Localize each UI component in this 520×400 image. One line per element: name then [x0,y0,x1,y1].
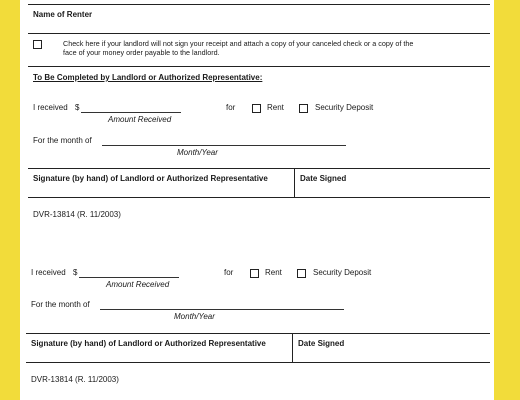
date-signed-label: Date Signed [300,174,347,183]
amount-received-field-2[interactable] [79,277,179,278]
month-year-field-2[interactable] [100,309,344,310]
checkbox-rule [28,66,490,67]
landlord-note-line1: Check here if your landlord will not sign your receipt and attach a copy of your canceled check or a copy of the [63,39,414,48]
amount-received-field[interactable] [81,112,181,113]
name-of-renter-label: Name of Renter [33,10,93,19]
signature-top-rule [28,168,490,169]
month-year-field[interactable] [102,145,346,146]
month-year-caption: Month/Year [177,148,218,157]
received-label: I received [33,103,68,112]
received-label-2: I received [31,268,66,277]
form-page [20,0,494,400]
amount-received-caption: Amount Received [108,115,172,124]
month-year-caption-2: Month/Year [174,312,215,321]
section-heading: To Be Completed by Landlord or Authorized Representative: [33,73,263,82]
security-deposit-checkbox-2[interactable] [297,269,306,278]
for-label: for [226,103,236,112]
signature-top-rule-2 [26,333,490,334]
signature-bottom-rule-2 [26,362,490,363]
month-of-label: For the month of [33,136,92,145]
rent-label: Rent [267,103,284,112]
dollar-sign-2: $ [73,268,78,277]
signature-label-2: Signature (by hand) of Landlord or Authorized Representative [31,339,266,348]
form-number: DVR-13814 (R. 11/2003) [33,210,121,219]
signature-bottom-rule [28,197,490,198]
landlord-note-line2: face of your money order payable to the landlord. [63,48,220,57]
rent-checkbox[interactable] [252,104,261,113]
security-deposit-label: Security Deposit [315,103,374,112]
rent-checkbox-2[interactable] [250,269,259,278]
form-number-2: DVR-13814 (R. 11/2003) [31,375,119,384]
dollar-sign: $ [75,103,80,112]
for-label-2: for [224,268,234,277]
security-deposit-label-2: Security Deposit [313,268,372,277]
signature-label: Signature (by hand) of Landlord or Authorized Representative [33,174,268,183]
security-deposit-checkbox[interactable] [299,104,308,113]
date-signed-label-2: Date Signed [298,339,345,348]
signature-divider [294,168,295,197]
top-rule [28,4,490,5]
landlord-not-sign-checkbox[interactable] [33,40,42,49]
signature-divider-2 [292,333,293,362]
rent-label-2: Rent [265,268,282,277]
renter-rule [28,33,490,34]
month-of-label-2: For the month of [31,300,90,309]
amount-received-caption-2: Amount Received [106,280,170,289]
